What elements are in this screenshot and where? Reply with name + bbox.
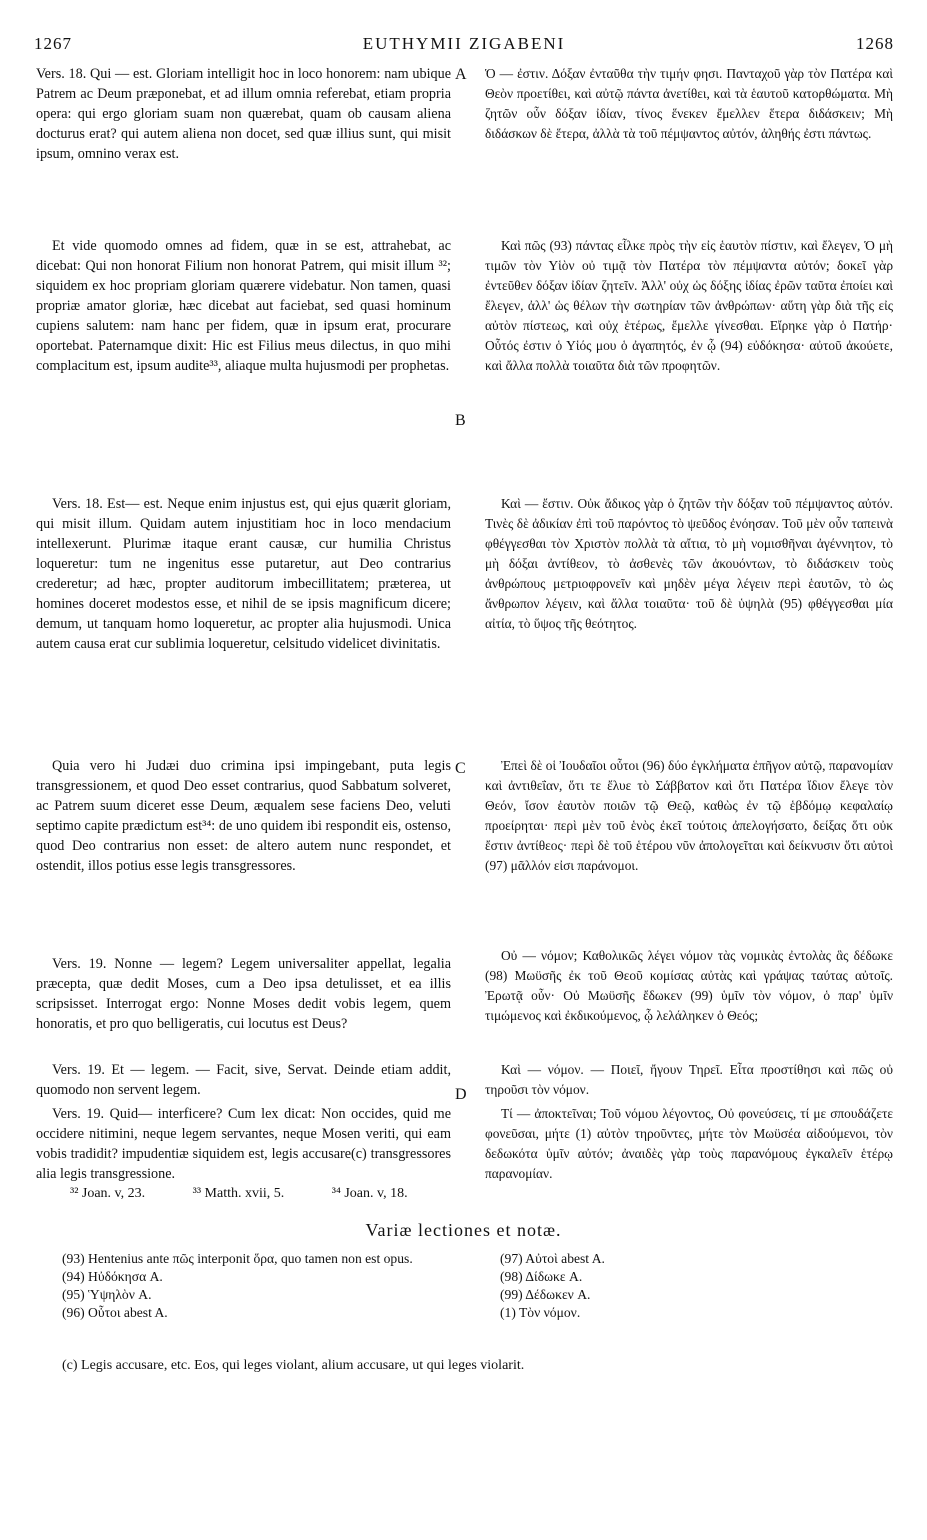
page-number-left: 1267 <box>34 34 72 53</box>
margin-marker-a: A <box>455 66 467 83</box>
note-94: (94) Ηὐδόκησα A. <box>62 1269 163 1284</box>
latin-paragraph-3: Vers. 18. Est— est. Neque enim injustus est, qui ejus quærit gloriam, qui misit illum. Quidam autem injustitiam hoc in loco mendacium intellexerunt. Plurimæ itaque erant causæ, cur humilia Christus loqueretur: tum ne ingenitus esse putaretur, aut Deo contrarius crederetur; ad hæc, propter auditorum imbecillitatem; præterea, ut homines doceret modestos esse, et nihil de se ipsis magnificum dicere; demum, ut tanquam homo loqueretur, ac propter alia hujusmodi. Unica autem causa erat cur sublimia loqueretur, celsitudo videlicet divinitatis. <box>36 496 451 652</box>
margin-marker-c: C <box>455 760 466 777</box>
note-99: (99) Δέδωκεν A. <box>500 1287 591 1302</box>
footnote-34: ³⁴ Joan. v, 18. <box>331 1186 408 1201</box>
note-1: (1) Τὸν νόμον. <box>500 1305 581 1320</box>
margin-marker-d: D <box>455 1086 467 1103</box>
latin-paragraph-4: Quia vero hi Judæi duo crimina ipsi impingebant, puta legis transgressionem, et quod Deo esset contrarius, quod Sabbatum solveret, ac Patrem suum diceret esse Deum, æqualem sese faciens Deo, veluti septimo capite prædictum est³⁴: de uno quidem ibi respondit eis, ostenso, quod Deo contrarius non esset: de altero autem nunc respondet, et ostendit, illos potius esse legis transgressores. <box>36 758 451 874</box>
editorial-note-c: (c) Legis accusare, etc. Eos, qui leges violant, alium accusare, ut qui leges violarit. <box>62 1358 525 1373</box>
scripture-footnotes <box>70 1186 870 1202</box>
greek-paragraph-2: Καὶ πῶς (93) πάντας εἷλκε πρὸς τὴν εἰς ἑαυτὸν πίστιν, καὶ ἔλεγεν, Ὁ μὴ τιμῶν τὸν Υἱὸν οὐ τιμᾷ τὸν Πατέρα τὸν πέμψαντα αὐτόν; δοκεῖ γὰρ ἐντεῦθεν δόξαν ἰδίαν ζητεῖν. Ἀλλ' οὐχ ὡς δόξης ἰδίας ἐρῶν ταῦτα ἐποίει καὶ ἔλεγεν, ἀλλ' ὡς θέλων τὴν σωτηρίαν τῶν ἀνθρώπων· αὕτη γὰρ διὰ τῆς εἰς αὐτὸν πίστεως, καὶ οὐχ ἑτέρως, ἔμελλε γίνεσθαι. Εἴρηκε γὰρ ὁ Πατήρ· Οὗτός ἐστιν ὁ Υἱός μου ὁ ἀγαπητός, ἐν ᾧ (94) εὐδόκησα· αὐτοῦ ἀκούετε, καὶ ἄλλα πολλὰ τοιαῦτα διὰ τῶν προφητῶν. <box>485 238 893 373</box>
greek-paragraph-6: Καὶ — νόμον. — Ποιεῖ, ἤγουν Τηρεῖ. Εἶτα προστίθησι καὶ πῶς οὐ τηροῦσι τὸν νόμον. <box>485 1062 893 1097</box>
latin-paragraph-1: Vers. 18. Qui — est. Gloriam intelligit hoc in loco honorem: nam ubique Patrem ac Deum præponebat, et ad illum omnia referebat, etiam propria opera: qui ergo gloriam suam non quærebat, quam ob causam aliena docturus erat? qui autem aliena non docet, sed quæ illius sunt, qui misit ipsum, omnino verax est. <box>36 66 451 162</box>
footnote-33: ³³ Matth. xvii, 5. <box>192 1186 285 1201</box>
note-96: (96) Οὗτοι abest A. <box>62 1305 168 1320</box>
greek-paragraph-4: Ἐπεὶ δὲ οἱ Ἰουδαῖοι οὗτοι (96) δύο ἐγκλήματα ἐπῆγον αὐτῷ, παρανομίαν καὶ ἀντιθεΐαν, ὅτι τε ἔλυε τὸ Σάββατον καὶ ὅτι Πατέρα ἴδιον ἔλεγε τὸν Θεόν, ἴσον ἑαυτὸν ποιῶν τῷ Θεῷ, καθὼς ἐν τῷ ἑβδόμῳ κεφαλαίῳ προείρηται· περὶ μὲν τοῦ ἑνὸς ἐκεῖ τούτοις ἀπελογήσατο, δείξας ὅτι οὐκ ἔστιν ἀντίθεος· περὶ δὲ τοῦ ἑτέρου νῦν ἀπολογεῖται καὶ δείκνυσιν ὅτι αὐτοὶ (97) μᾶλλόν εἰσι παράνομοι. <box>485 758 893 873</box>
page-header <box>34 34 894 62</box>
notes-left-column <box>62 1250 462 1322</box>
page-number-right: 1268 <box>856 34 894 53</box>
greek-paragraph-5: Οὐ — νόμον; Καθολικῶς λέγει νόμον τὰς νομικὰς ἐντολὰς ἃς δέδωκε (98) Μωϋσῆς ἐκ τοῦ Θεοῦ κομίσας αὐτὰς καὶ γράψας ταύτας αὐτοῖς. Ἐρωτᾷ οὖν· Οὐ Μωϋσῆς ἔδωκεν (99) ὑμῖν τὸν νόμον, ὁ παρ' ὑμῖν τιμώμενος καὶ ἐκδικούμενος, ᾧ λελάληκεν ὁ Θεός; <box>485 948 893 1023</box>
latin-paragraph-5: Vers. 19. Nonne — legem? Legem universaliter appellat, legalia præcepta, quæ dedit Moses, cum a Deo ipsa detulisset, et ea illis scripsisset. Interrogat ergo: Nonne Moses dedit vobis legem, quem honoratis, et pro quo belligeratis, cui locutus est Deus? <box>36 956 451 1032</box>
latin-paragraph-6: Vers. 19. Et — legem. — Facit, sive, Servat. Deinde etiam addit, quomodo non servent legem. <box>36 1062 451 1098</box>
greek-paragraph-1: Ὁ — ἐστιν. Δόξαν ἐνταῦθα τὴν τιμήν φησι. Πανταχοῦ γὰρ τὸν Πατέρα καὶ Θεὸν προετίθει, καὶ αὐτῷ πάντα ἀνετίθει, καὶ τὰ ἑαυτοῦ κατορθώματα. Μὴ ζητῶν οὖν δόξαν ἰδίαν, τίνος ἕνεκεν ἔμελλεν ἕτερα διδάσκειν; Μὴ διδάσκων δὲ ἕτερα, ἀλλὰ τὰ τοῦ πέμψαντος αὐτόν, ἀληθής ἐστι πάντως. <box>485 66 893 141</box>
note-98: (98) Δίδωκε A. <box>500 1269 583 1284</box>
latin-paragraph-7: Vers. 19. Quid— interficere? Cum lex dicat: Non occides, quid me occidere nitimini, neque legem servantes, neque Mosen veriti, qui eam vobis tradidit? impudentiæ siquidem est, legis accusare(c) transgressores alia legis transgressione. <box>36 1106 451 1182</box>
greek-paragraph-7: Τί — ἀποκτεῖναι; Τοῦ νόμου λέγοντος, Οὐ φονεύσεις, τί με σπουδάζετε φονεῦσαι, μήτε (1) αὐτὸν τηροῦντες, μήτε τὸν Μωϋσέα αἰδούμενοι, τὸν δεδωκότα ὑμῖν αὐτόν; ἀναιδὲς γὰρ τοὺς παρανόμους ἐγκαλεῖν ἑτέρῳ παρανομίαν. <box>485 1106 893 1181</box>
latin-paragraph-2: Et vide quomodo omnes ad fidem, quæ in se est, attrahebat, ac dicebat: Qui non honorat Filium non honorat Patrem, qui misit illum ³²; siquidem ex hoc propriam gloriam quærere videbatur. Non tamen, quasi propriæ amator gloriæ, hæc dicebat aut faciebat, sed quasi hominum cupiens salutem: nam hanc per fidem, quæ in ipsum erat, procurare oportebat. Paternamque dixit: Hic est Filius meus dilectus, in quo mihi complacitum est, ipsum audite³³, aliaque multa hujusmodi per prophetas. <box>36 238 451 374</box>
greek-paragraph-3: Καὶ — ἔστιν. Οὐκ ἄδικος γὰρ ὁ ζητῶν τὴν δόξαν τοῦ πέμψαντος αὐτόν. Τινὲς δὲ ἀδικίαν ἐπὶ τοῦ παρόντος τὸ ψεῦδος ἐνόησαν. Τοῦ μὲν οὖν ταπεινὰ φθέγγεσθαι τὸν Χριστὸν πολλὰ τὰ αἴτια, τὸ μὴ νομισθῆναι ἀγέννητον, τὸ μὴ δόξαι ἀντίθεον, τὸ ἀσθενὲς τῶν ἀκουόντων, τὸ διδάσκειν τοὺς ἀνθρώπους μετριοφρονεῖν καὶ μηδὲν μέγα λέγειν περὶ ἑαυτῶν, τὸ ὡς ἄνθρωπον λέγειν, καὶ ἄλλα τοιαῦτα· τοῦ δὲ ὑψηλὰ (95) φθέγγεσθαι μία αἰτία, τὸ ὕψος τῆς θεότητος. <box>485 496 893 631</box>
notes-right-column <box>500 1250 880 1322</box>
note-93: (93) Hentenius ante πῶς interponit ὅρα, quo tamen non est opus. <box>62 1251 413 1266</box>
note-95: (95) Ὑψηλὸν A. <box>62 1287 152 1302</box>
margin-marker-b: B <box>455 412 466 429</box>
running-title: EUTHYMII ZIGABENI <box>362 34 566 53</box>
note-97: (97) Αὐτοὶ abest A. <box>500 1251 605 1266</box>
notes-title: Variæ lectiones et notæ. <box>365 1220 562 1240</box>
footnote-32: ³² Joan. v, 23. <box>70 1186 146 1201</box>
